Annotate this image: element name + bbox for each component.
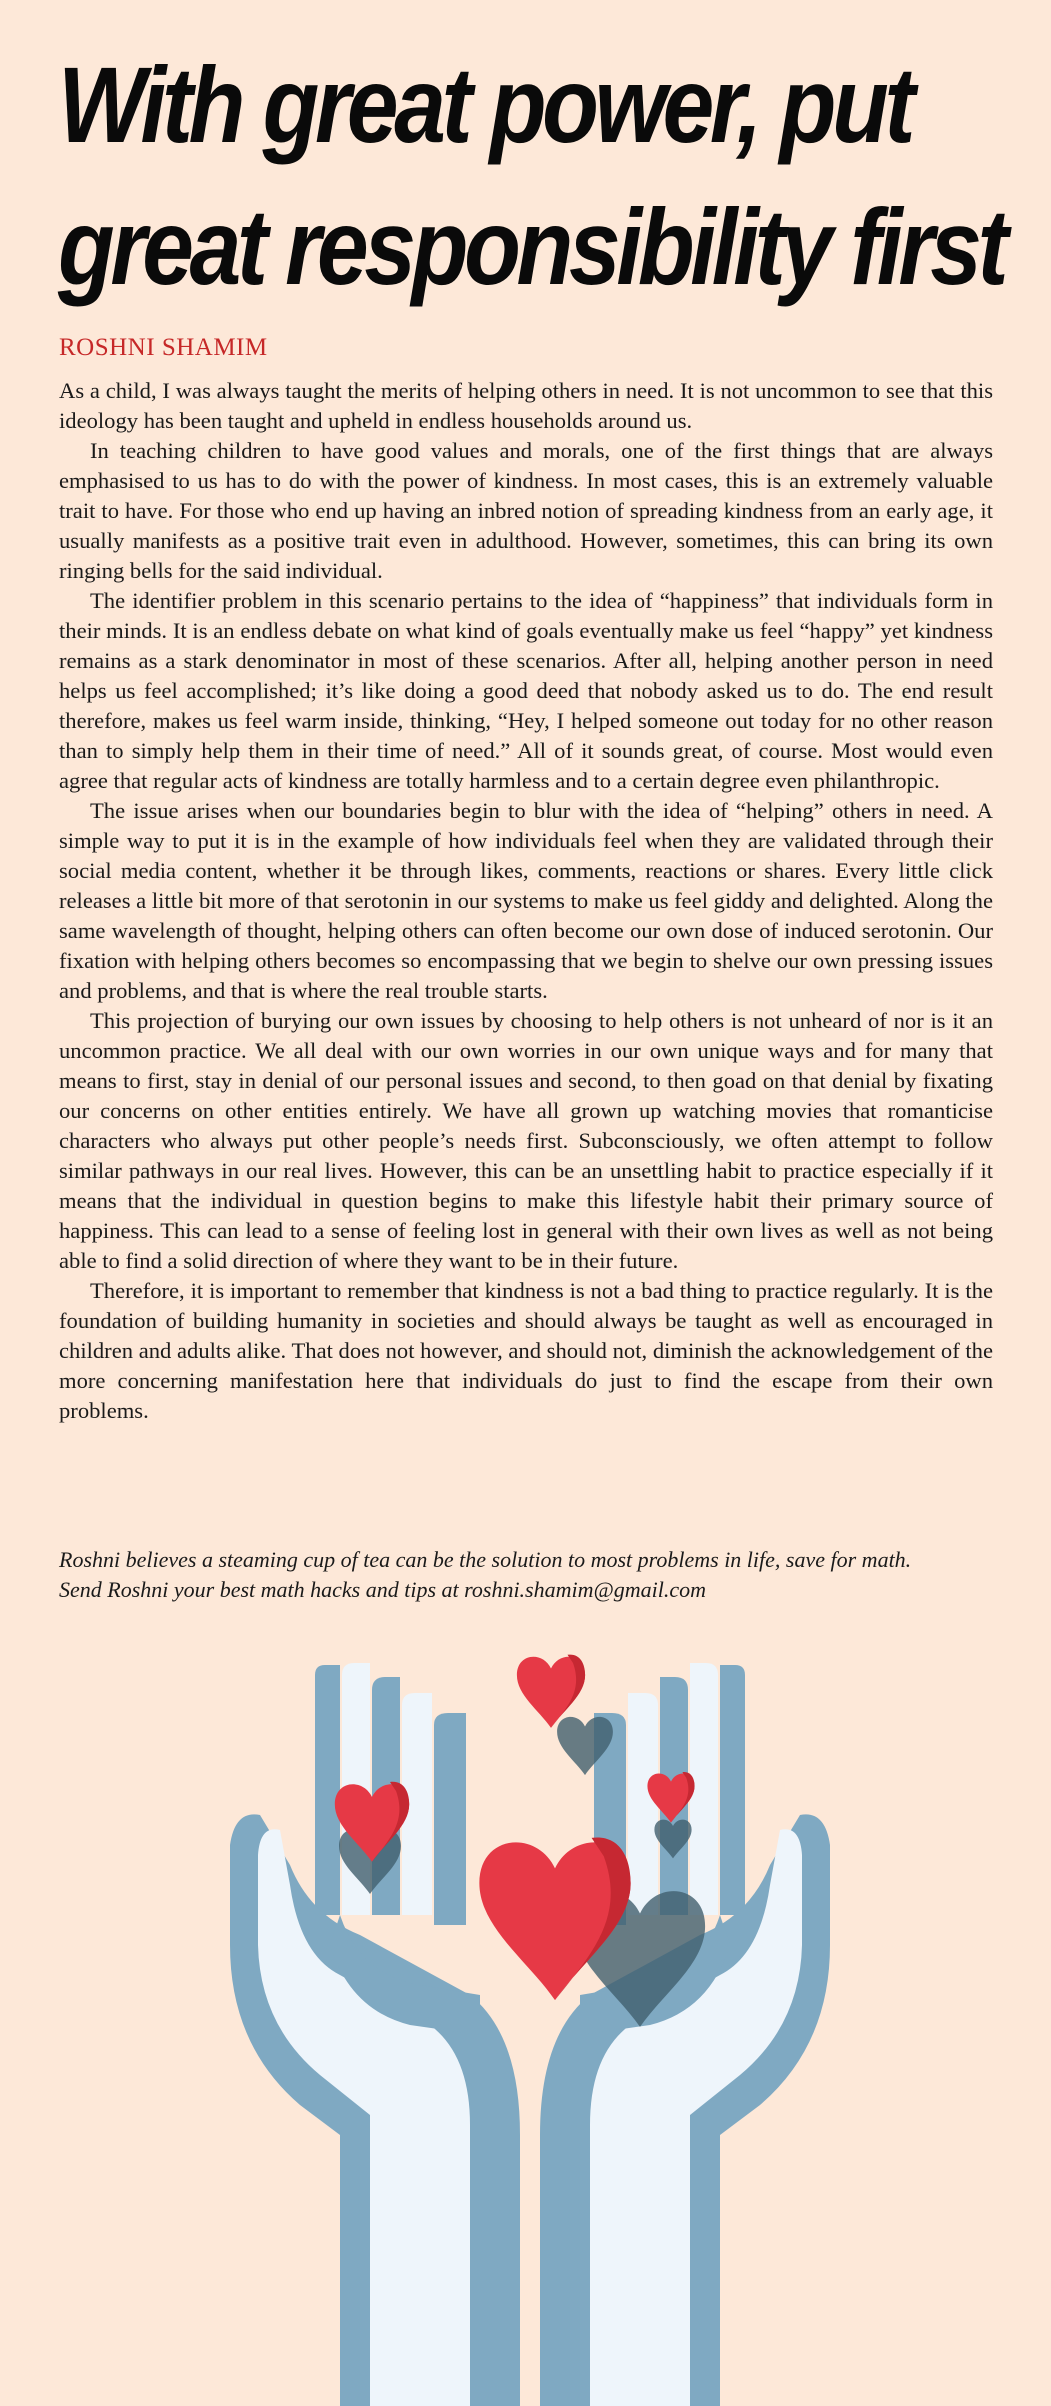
headline-line-1: With great power, put xyxy=(58,44,912,165)
paragraph: As a child, I was always taught the merits of helping others in need. It is not uncommon to see that this ideology has been taught and upheld in endless households around us. xyxy=(59,378,993,433)
paragraph: The issue arises when our boundaries begin to blur with the idea of “helping” others in need. A simple way to put it is in the example of how individuals feel when they are validated through their social media content, whether it be through likes, comments, reactions or shares. Every little click releases a little bit more of that serotonin in our systems to make us feel giddy and delighted. Along the same wavelength of thought, helping others can often become our own dose of induced serotonin. Our fixation with helping others becomes so encompassing that we begin to shelve our own pressing issues and problems, and that is where the real trouble starts. xyxy=(59,798,993,1003)
headline xyxy=(58,34,1005,318)
paragraph: Therefore, it is important to remember that kindness is not a bad thing to practice regularly. It is the foundation of building humanity in societies and should always be taught as well as encouraged in children and adults alike. That does not however, and should not, diminish the acknowledgement of the more concerning manifestation here that individuals do just to find the escape from their own problems. xyxy=(59,1278,993,1423)
article-body xyxy=(59,376,993,1426)
tagline-line-2: Send Roshni your best math hacks and tips at roshni.shamim@gmail.com xyxy=(59,1577,707,1602)
author-tagline xyxy=(59,1545,999,1605)
byline: ROSHNI SHAMIM xyxy=(59,334,268,361)
heart-icon xyxy=(517,1655,585,1728)
tagline-line-1: Roshni believes a steaming cup of tea can be the solution to most problems in life, save for math. xyxy=(59,1547,912,1572)
headline-line-2: great responsibility first xyxy=(58,186,1005,307)
paragraph: This projection of burying our own issues by choosing to help others is not unheard of nor is it an uncommon practice. We all deal with our own worries in our own unique ways and for many that means to first, stay in denial of our personal issues and second, to then goad on that denial by fixating our concerns on other entities entirely. We have all grown up watching movies that romanticise characters who always put other people’s needs first. Subconsciously, we often attempt to follow similar pathways in our real lives. However, this can be an unsettling habit to practice especially if it means that the individual in question begins to make this lifestyle habit their primary source of happiness. This can lead to a sense of feeling lost in general with their own lives as well as not being able to find a solid direction of where they want to be in their future. xyxy=(59,1008,993,1273)
left-hand-icon xyxy=(230,1663,520,2406)
paragraph: In teaching children to have good values and morals, one of the first things that are always emphasised to us has to do with the power of kindness. In most cases, this is an extremely valuable trait to have. For those who end up having an inbred notion of spreading kindness from an early age, it usually manifests as a positive trait even in adulthood. However, sometimes, this can bring its own ringing bells for the said individual. xyxy=(59,438,993,583)
hands-holding-hearts-illustration xyxy=(220,1615,840,2406)
paragraph: The identifier problem in this scenario pertains to the idea of “happiness” that individuals form in their minds. It is an endless debate on what kind of goals eventually make us feel “happy” yet kindness remains as a stark denominator in most of these scenarios. After all, helping another person in need helps us feel accomplished; it’s like doing a good deed that nobody asked us to do. The end result therefore, makes us feel warm inside, thinking, “Hey, I helped someone out today for no other reason than to simply help them in their time of need.” All of it sounds great, of course. Most would even agree that regular acts of kindness are totally harmless and to a certain degree even philanthropic. xyxy=(59,588,993,793)
